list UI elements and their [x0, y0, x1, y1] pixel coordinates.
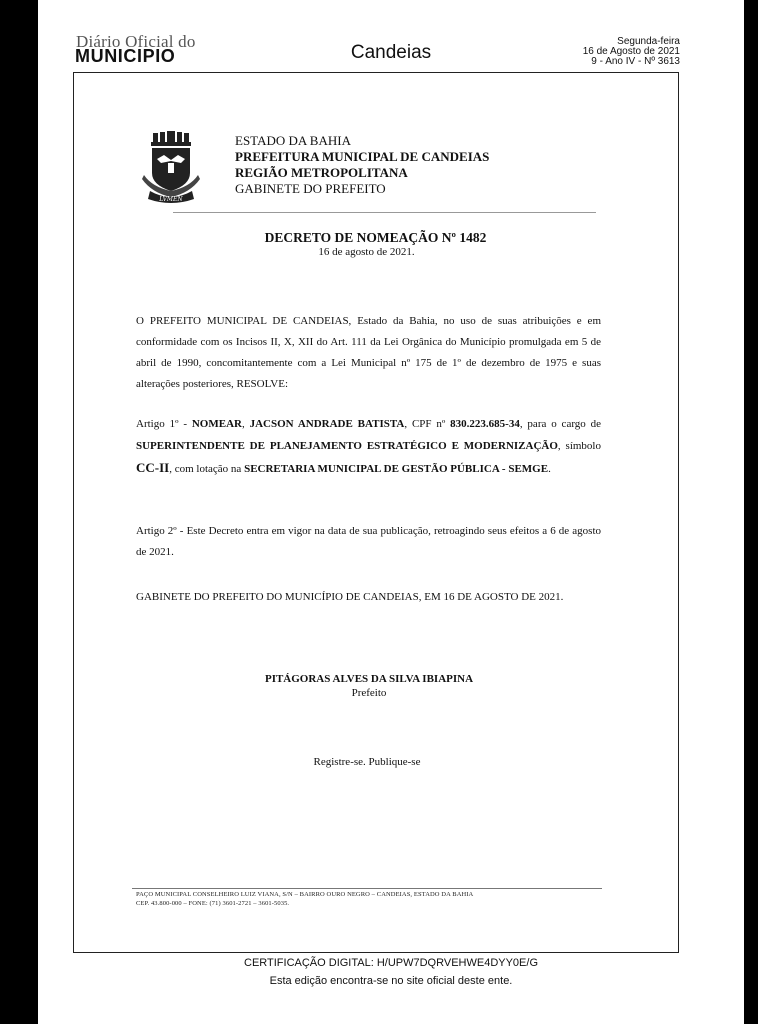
logo-bottom-text: MUNICIPIO	[75, 46, 176, 66]
document-page	[38, 0, 744, 1024]
region-line: REGIÃO METROPOLITANA	[235, 165, 408, 180]
letterhead	[235, 133, 489, 197]
city-name: Candeias	[350, 42, 432, 63]
coat-of-arms-icon	[142, 131, 200, 203]
art1-cpf: 830.223.685-34	[450, 418, 520, 430]
article-2-paragraph: Artigo 2º - Este Decreto entra em vigor na data de sua publicação, retroagindo seus efeitos a 6 de agosto de 2021.	[136, 525, 601, 558]
site-note: Esta edição encontra-se no site oficial deste ente.	[269, 975, 513, 987]
signer-name: PITÁGORAS ALVES DA SILVA IBIAPINA	[264, 673, 474, 685]
art1-text-6: , com lotação na	[169, 463, 245, 475]
issue-info	[583, 37, 680, 67]
art1-symbol: CC-II	[136, 460, 170, 475]
masthead	[38, 0, 744, 72]
footer-address-line-1: PAÇO MUNICIPAL CONSELHEIRO LUIZ VIANA, S/N – BAIRRO OURO NEGRO – CANDEIAS, ESTADO DA BAHIA	[136, 891, 474, 898]
prefecture-line: PREFEITURA MUNICIPAL DE CANDEIAS	[235, 149, 490, 164]
article-1-paragraph	[136, 413, 601, 480]
footer-address-line-2: CEP. 43.800-000 – FONE: (71) 3601-2721 – 3601-5035.	[136, 900, 290, 907]
decree-frame	[73, 72, 679, 953]
art1-text-2: ,	[241, 418, 250, 430]
art1-department: SECRETARIA MUNICIPAL DE GESTÃO PÚBLICA - SEMGE	[244, 463, 549, 475]
footer-address	[136, 890, 473, 908]
issue-edition: 9 - Ano IV - Nº 3613	[591, 56, 680, 67]
closing-paragraph: GABINETE DO PREFEITO DO MUNICÍPIO DE CANDEIAS, EM 16 DE AGOSTO DE 2021.	[136, 591, 564, 603]
state-line: ESTADO DA BAHIA	[235, 133, 351, 148]
art1-text-4: , para o cargo de	[519, 418, 602, 430]
issue-weekday: Segunda-feira	[617, 36, 680, 47]
crest-motto: LVMEN	[159, 196, 183, 203]
register-note: Registre-se. Publique-se	[313, 756, 421, 768]
art1-position: SUPERINTENDENTE DE PLANEJAMENTO ESTRATÉGICO E MODERNIZAÇÃO	[136, 440, 558, 452]
art1-text-7: .	[548, 463, 551, 475]
logo-top-text: Diário Oficial do	[76, 32, 196, 51]
decree-title: DECRETO DE NOMEAÇÃO Nº 1482	[264, 230, 487, 245]
art1-text-5: , símbolo	[557, 440, 601, 452]
footer-divider	[132, 888, 602, 889]
signer-role: Prefeito	[351, 687, 387, 699]
decree-date: 16 de agosto de 2021.	[318, 246, 415, 258]
digital-certification: CERTIFICAÇÃO DIGITAL: H/UPW7DQRVEHWE4DYY0E/G	[244, 957, 538, 969]
art1-text-3: , CPF nº	[404, 418, 451, 430]
issue-date: 16 de Agosto de 2021	[582, 46, 680, 57]
art1-action: NOMEAR	[191, 418, 242, 430]
art1-appointee-name: JACSON ANDRADE BATISTA	[249, 418, 405, 430]
letterhead-divider	[173, 212, 596, 213]
art1-text-1: Artigo 1º -	[136, 418, 192, 430]
office-line: GABINETE DO PREFEITO	[235, 181, 386, 196]
preamble-paragraph: O PREFEITO MUNICIPAL DE CANDEIAS, Estado da Bahia, no uso de suas atribuições e em conformidade com os Incisos II, X, XII do Art. 111 da Lei Orgânica do Município promulgada em 5 de abril de 1990, concomitantemente com a Lei Municipal nº 175 de 1º de dezembro de 1975 e suas alterações posteriores, RESOLVE:	[136, 315, 601, 390]
